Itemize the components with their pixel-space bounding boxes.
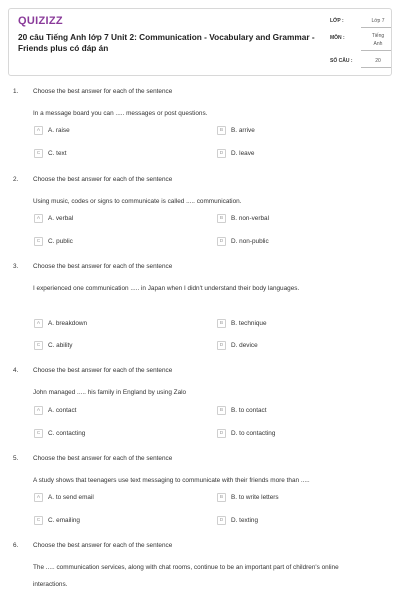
grade-value: Lớp 7: [371, 18, 385, 24]
option-c[interactable]: [34, 236, 73, 246]
option-text: A. breakdown: [48, 319, 88, 327]
option-letter-box: A: [34, 126, 43, 135]
option-c[interactable]: [34, 515, 80, 525]
option-text: D. leave: [231, 149, 255, 157]
option-text: D. device: [231, 341, 258, 349]
option-letter-box: B: [217, 493, 226, 502]
question-text: John managed ..... his family in England by using Zalo: [33, 389, 187, 396]
option-text: B. arrive: [231, 126, 255, 134]
option-letter-box: D: [217, 237, 226, 246]
option-c[interactable]: [34, 148, 66, 158]
option-text: A. verbal: [48, 214, 74, 222]
question-text: The ..... communication services, along with chat rooms, continue to be an important part of children's online interactions.: [33, 564, 339, 588]
option-text: C. text: [48, 149, 67, 157]
worksheet-title: 20 câu Tiếng Anh lớp 7 Unit 2: Communication - Vocabulary and Grammar - Friends plus có đáp án: [18, 32, 315, 53]
count-value: 20: [375, 58, 381, 64]
option-letter-box: D: [217, 516, 226, 525]
option-letter-box: A: [34, 214, 43, 223]
option-text: A. contact: [48, 406, 77, 414]
option-text: C. ability: [48, 341, 73, 349]
option-letter-box: A: [34, 493, 43, 502]
count-underline: [361, 67, 391, 68]
question-number: 3.: [13, 263, 19, 270]
option-letter-box: B: [217, 126, 226, 135]
option-text: A. to send email: [48, 493, 94, 501]
question-text: In a message board you can ..... messages or post questions.: [33, 110, 208, 117]
option-letter-box: D: [217, 341, 226, 350]
question-instruction: Choose the best answer for each of the sentence: [33, 455, 173, 462]
question-instruction: Choose the best answer for each of the sentence: [33, 263, 173, 270]
option-text: B. to write letters: [231, 493, 279, 501]
option-b[interactable]: [217, 405, 267, 415]
option-b[interactable]: [217, 125, 255, 135]
option-d[interactable]: [217, 236, 269, 246]
question-instruction: Choose the best answer for each of the sentence: [33, 367, 173, 374]
option-a[interactable]: [34, 318, 87, 328]
subject-value: Tiếng Anh: [371, 33, 385, 47]
option-d[interactable]: [217, 428, 275, 438]
option-letter-box: B: [217, 319, 226, 328]
option-text: A. raise: [48, 126, 70, 134]
option-letter-box: C: [34, 429, 43, 438]
option-text: C. contacting: [48, 429, 86, 437]
subject-underline: [361, 50, 391, 51]
option-letter-box: A: [34, 406, 43, 415]
option-a[interactable]: [34, 125, 70, 135]
option-d[interactable]: [217, 340, 258, 350]
option-text: B. technique: [231, 319, 267, 327]
option-text: C. emailing: [48, 516, 80, 524]
option-d[interactable]: [217, 148, 254, 158]
quizizz-logo: QUIZIZZ: [18, 15, 63, 27]
question-text: Using music, codes or signs to communicate is called ..... communication.: [33, 198, 242, 205]
grade-label: LỚP :: [330, 18, 344, 24]
option-letter-box: C: [34, 237, 43, 246]
option-b[interactable]: [217, 492, 279, 502]
option-c[interactable]: [34, 340, 73, 350]
option-letter-box: C: [34, 149, 43, 158]
question-text: I experienced one communication ..... in Japan when I didn't understand their body languages.: [33, 285, 300, 292]
option-b[interactable]: [217, 318, 267, 328]
option-letter-box: D: [217, 429, 226, 438]
question-number: 1.: [13, 88, 19, 95]
option-d[interactable]: [217, 515, 258, 525]
option-text: D. texting: [231, 516, 258, 524]
option-text: C. public: [48, 237, 73, 245]
option-letter-box: D: [217, 149, 226, 158]
question-text: A study shows that teenagers use text messaging to communicate with their friends more than .....: [33, 477, 310, 484]
option-a[interactable]: [34, 213, 73, 223]
option-c[interactable]: [34, 428, 85, 438]
option-letter-box: A: [34, 319, 43, 328]
option-letter-box: C: [34, 516, 43, 525]
option-letter-box: C: [34, 341, 43, 350]
question-number: 6.: [13, 542, 19, 549]
option-text: B. to contact: [231, 406, 267, 414]
question-number: 2.: [13, 176, 19, 183]
question-instruction: Choose the best answer for each of the sentence: [33, 88, 173, 95]
question-number: 5.: [13, 455, 19, 462]
option-letter-box: B: [217, 214, 226, 223]
count-label: SỐ CÂU :: [330, 58, 353, 64]
question-instruction: Choose the best answer for each of the sentence: [33, 542, 173, 549]
option-text: D. non-public: [231, 237, 269, 245]
question-instruction: Choose the best answer for each of the sentence: [33, 176, 173, 183]
option-a[interactable]: [34, 492, 94, 502]
option-a[interactable]: [34, 405, 76, 415]
subject-label: MÔN :: [330, 35, 345, 41]
question-number: 4.: [13, 367, 19, 374]
option-b[interactable]: [217, 213, 269, 223]
option-text: D. to contacting: [231, 429, 276, 437]
option-letter-box: B: [217, 406, 226, 415]
grade-underline: [361, 27, 391, 28]
worksheet-header: [8, 8, 392, 76]
option-text: B. non-verbal: [231, 214, 270, 222]
